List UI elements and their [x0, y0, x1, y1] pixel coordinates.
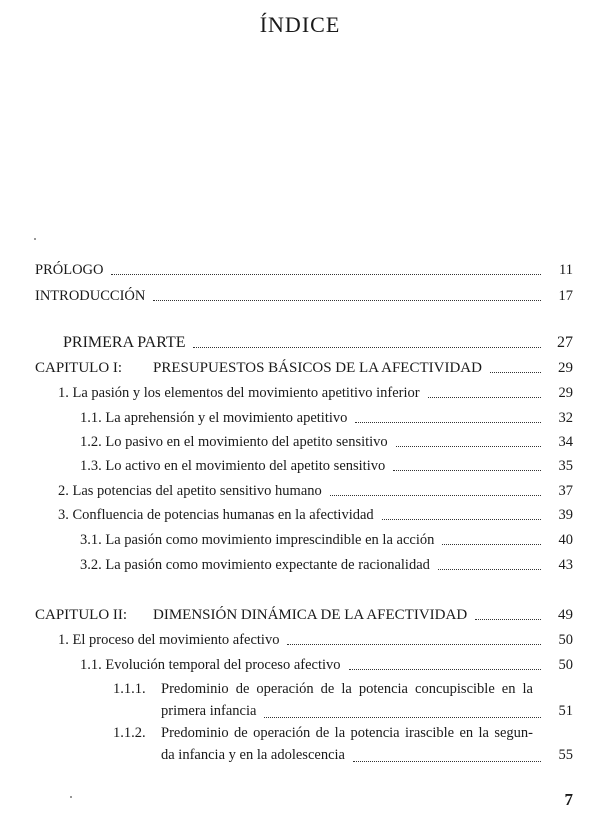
toc-page-number: 43: [558, 557, 573, 573]
dot-leader: [193, 346, 541, 348]
toc-entry-text: 3. Confluencia de potencias humanas en la afectividad: [58, 507, 374, 523]
toc-entry-text: 1.2. Lo pasivo en el movimiento del apetito sensitivo: [80, 434, 388, 450]
toc-entry-cap2-1-1[interactable]: [80, 657, 573, 674]
dot-leader: [330, 494, 541, 496]
toc-entry-text: 1.1. La aprehensión y el movimiento apetitivo: [80, 410, 348, 426]
scan-speck: [70, 796, 72, 798]
toc-page-number: 29: [558, 360, 573, 376]
toc-entry-text: DIMENSIÓN DINÁMICA DE LA AFECTIVIDAD: [153, 607, 468, 623]
toc-page-number: 29: [558, 385, 573, 401]
toc-entry-3-1[interactable]: [80, 532, 573, 549]
toc-page-number: 49: [558, 607, 573, 623]
toc-page-number: 50: [558, 632, 573, 648]
toc-page-number: 55: [558, 747, 573, 763]
dot-leader: [442, 543, 541, 545]
toc-entry-prologo[interactable]: [35, 262, 573, 279]
dot-leader: [438, 568, 541, 570]
dot-leader: [111, 273, 541, 275]
toc-page-number: 50: [558, 657, 573, 673]
toc-page-number: 32: [558, 410, 573, 426]
toc-entry-text: 1.3. Lo activo en el movimiento del apetito sensitivo: [80, 458, 386, 474]
toc-page-number: 39: [558, 507, 573, 523]
dot-leader: [355, 421, 541, 423]
toc-entry-text: PRESUPUESTOS BÁSICOS DE LA AFECTIVIDAD: [153, 360, 482, 376]
toc-entry-primera-parte[interactable]: [63, 334, 573, 352]
toc-page-number: 34: [558, 434, 573, 450]
toc-entry-cap2-1-1-2[interactable]: [113, 722, 573, 766]
toc-entry-text: 1. El proceso del movimiento afectivo: [58, 632, 280, 648]
toc-entry-text-line1: Predominio de operación de la potencia concupiscible en la: [161, 681, 533, 697]
dot-leader: [264, 716, 541, 718]
toc-entry-text: PRIMERA PARTE: [63, 334, 186, 351]
dot-leader: [382, 518, 541, 520]
toc-page-number: 27: [557, 334, 573, 351]
toc-entry-number: 1.1.1.: [113, 681, 146, 697]
dot-leader: [396, 445, 541, 447]
toc-entry-text-line1: Predominio de operación de la potencia irascible en la segun-: [161, 725, 533, 741]
toc-page-number: 37: [558, 483, 573, 499]
toc-entry-1[interactable]: [58, 385, 573, 402]
toc-entry-3[interactable]: [58, 507, 573, 524]
toc-entry-text: 3.1. La pasión como movimiento imprescindible en la acción: [80, 532, 435, 548]
toc-page-number: 40: [558, 532, 573, 548]
toc-entry-text: 2. Las potencias del apetito sensitivo humano: [58, 483, 322, 499]
dot-leader: [287, 643, 541, 645]
toc-entry-2[interactable]: [58, 483, 573, 500]
toc-page-number: 51: [558, 703, 573, 719]
toc-entry-text: INTRODUCCIÓN: [35, 288, 146, 304]
chapter-label: CAPITULO II:: [35, 607, 128, 623]
toc-entry-text-line2: da infancia y en la adolescencia: [161, 747, 345, 763]
toc-entry-text: 1. La pasión y los elementos del movimiento apetitivo inferior: [58, 385, 420, 401]
toc-entry-cap2-1-1-1[interactable]: [113, 678, 573, 722]
dot-leader: [475, 618, 541, 620]
toc-entry-1-3[interactable]: [80, 458, 573, 475]
chapter-label: CAPITULO I:: [35, 360, 123, 376]
toc-page-number: 11: [559, 262, 573, 278]
toc-entry-cap2-1[interactable]: [58, 632, 573, 649]
toc-entry-text: PRÓLOGO: [35, 262, 104, 278]
dot-leader: [393, 469, 541, 471]
toc-entry-text: 1.1. Evolución temporal del proceso afectivo: [80, 657, 341, 673]
dot-leader: [428, 396, 541, 398]
toc-page-number: 17: [558, 288, 573, 304]
scan-speck: [34, 238, 36, 240]
toc-entry-number: 1.1.2.: [113, 725, 146, 741]
page-number: 7: [564, 790, 573, 809]
toc-entry-capitulo-1[interactable]: [35, 360, 573, 377]
dot-leader: [490, 371, 541, 373]
toc-entry-capitulo-2[interactable]: [35, 607, 573, 624]
dot-leader: [353, 760, 541, 762]
dot-leader: [153, 299, 541, 301]
toc-entry-text-line2: primera infancia: [161, 703, 257, 719]
page-title: ÍNDICE: [259, 12, 341, 37]
toc-entry-1-1[interactable]: [80, 410, 573, 427]
dot-leader: [349, 668, 541, 670]
toc-entry-1-2[interactable]: [80, 434, 573, 451]
toc-entry-introduccion[interactable]: [35, 288, 573, 305]
toc-entry-text: 3.2. La pasión como movimiento expectante de racionalidad: [80, 557, 430, 573]
toc-page-number: 35: [558, 458, 573, 474]
toc-entry-3-2[interactable]: [80, 557, 573, 574]
